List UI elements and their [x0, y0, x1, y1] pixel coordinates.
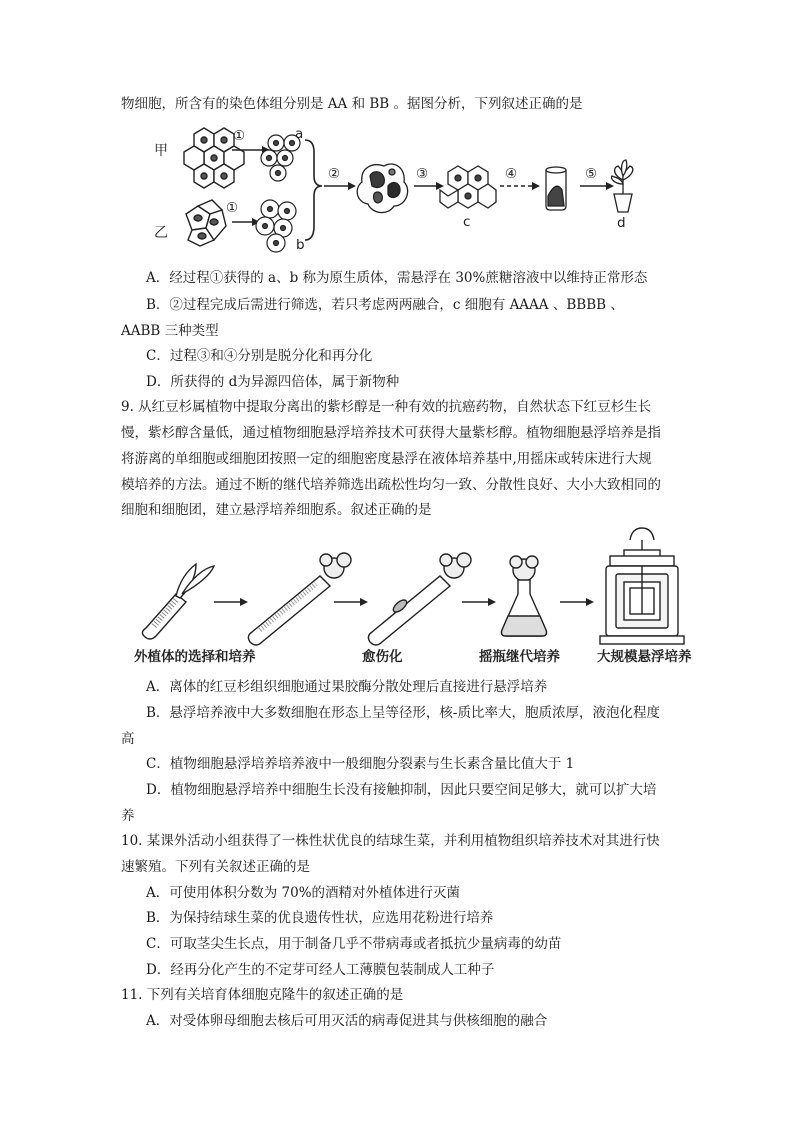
q9-option-a: A．离体的红豆杉组织细胞通过果胶酶分散处理后直接进行悬浮培养 — [146, 679, 548, 695]
q9-option-c: C．植物细胞悬浮培养培养液中一般细胞分裂素与生长素含量比值大于 1 — [146, 756, 575, 772]
label-yi: 乙 — [154, 225, 168, 241]
q9-stem-1: 9. 从红豆杉属植物中提取分离出的紫杉醇是一种有效的抗癌药物，自然状态下红豆杉生长 — [121, 399, 652, 415]
callus-induction-tube — [248, 553, 351, 645]
label-step5: ⑤ — [585, 166, 598, 182]
q11-stem: 11. 下列有关培育体细胞克隆牛的叙述正确的是 — [121, 987, 404, 1003]
q8-option-d: D．所获得的 d为异源四倍体，属于新物种 — [146, 374, 400, 390]
q8-stem: 物细胞，所含有的染色体组分别是 AA 和 BB 。据图分析，下列叙述正确的是 — [121, 96, 583, 112]
label-b: b — [296, 237, 305, 253]
q9-option-b-cont: 高 — [121, 731, 135, 747]
q10-stem-2: 速繁殖。下列有关叙述正确的是 — [121, 859, 310, 875]
shake-flask — [502, 556, 547, 636]
callus-tube — [368, 553, 471, 645]
label-d: d — [617, 215, 626, 231]
q8-option-a: A．经过程①获得的 a、b 称为原生质体，需悬浮在 30%蔗糖溶液中以维持正常形态 — [146, 270, 648, 286]
q8-option-b-cont: AABB 三种类型 — [121, 323, 219, 339]
q9-option-d: D．植物细胞悬浮培养中细胞生长没有接触抑制，因此只要空间足够大，就可以扩大培 — [146, 782, 657, 798]
q10-option-a: A．可使用体积分数为 70%的酒精对外植体进行灭菌 — [146, 885, 461, 901]
caption-callus: 愈伤化 — [362, 649, 403, 665]
q9-stem-4: 模培养的方法。通过不断的继代培养筛选出疏松性均匀一致、分散性良好、大小大致相同的 — [121, 477, 661, 493]
label-jia: 甲 — [154, 143, 168, 159]
caption-large-scale: 大规模悬浮培养 — [597, 649, 692, 665]
q9-option-b: B．悬浮培养液中大多数细胞在形态上呈等径形，核-质比率大，胞质浓厚，液泡化程度 — [146, 705, 660, 721]
q10-option-c: C．可取茎尖生长点，用于制备几乎不带病毒或者抵抗少量病毒的幼苗 — [146, 936, 562, 952]
q9-option-d-cont: 养 — [121, 808, 135, 824]
q8-option-c: C．过程③和④分别是脱分化和再分化 — [146, 348, 373, 364]
q10-stem-1: 10. 某课外活动小组获得了一株性状优良的结球生菜，并利用植物组织培养技术对其进行快 — [121, 833, 660, 849]
label-step2: ② — [328, 166, 341, 182]
label-c: c — [463, 214, 471, 230]
caption-shake-flask: 摇瓶继代培养 — [479, 649, 560, 665]
label-step1-bottom: ① — [226, 200, 239, 216]
bioreactor — [600, 528, 684, 644]
label-step1-top: ① — [233, 128, 246, 144]
caption-explant: 外植体的选择和培养 — [134, 649, 256, 665]
explant-tube — [142, 564, 214, 639]
q11-option-a: A．对受体卵母细胞去核后可用灭活的病毒促进其与供核细胞的融合 — [146, 1013, 548, 1029]
label-step3: ③ — [416, 166, 429, 182]
q10-option-d: D．经再分化产生的不定芽可经人工薄膜包装制成人工种子 — [146, 962, 495, 978]
q8-option-b: B．②过程完成后需进行筛选，若只考虑两两融合，c 细胞有 AAAA 、BBBB 、 — [146, 297, 624, 313]
q10-option-b: B．为保持结球生菜的优良遗传性状，应选用花粉进行培养 — [146, 910, 494, 926]
q9-stem-3: 将游离的单细胞或细胞团按照一定的细胞密度悬浮在液体培养基中,用摇床或转床进行大规 — [121, 451, 652, 467]
label-step4: ④ — [505, 166, 518, 182]
q9-stem-2: 慢，紫杉醇含量低，通过植物细胞悬浮培养技术可获得大量紫杉醇。植物细胞悬浮培养是指 — [121, 425, 661, 441]
label-a: a — [295, 126, 304, 142]
q9-stem-5: 细胞和细胞团，建立悬浮培养细胞系。叙述正确的是 — [121, 502, 432, 518]
